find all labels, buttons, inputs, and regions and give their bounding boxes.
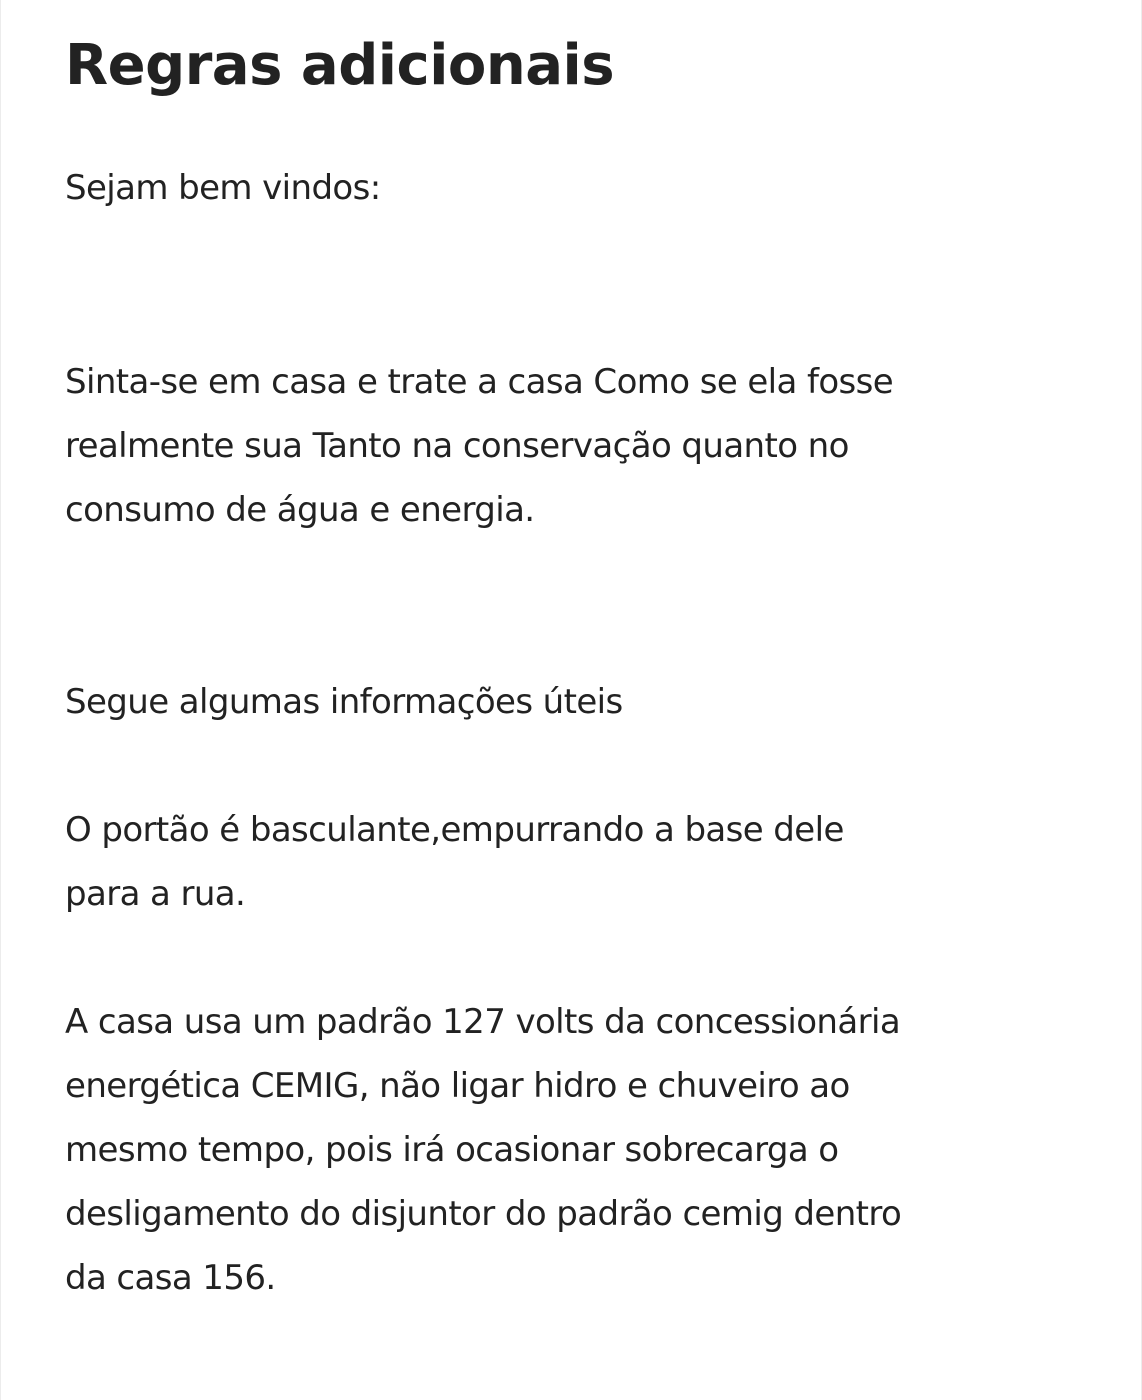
greeting-text: [65, 156, 381, 220]
page-title: Regras adicionais: [65, 33, 615, 98]
gate-line: para a rua.: [65, 874, 246, 914]
info-intro-text: [65, 670, 623, 734]
electricity-paragraph: [65, 990, 901, 1310]
electricity-line: A casa usa um padrão 127 volts da concessionária: [65, 1002, 901, 1042]
gate-paragraph: [65, 798, 844, 926]
home-care-line: Sinta-se em casa e trate a casa Como se ela fosse: [65, 362, 894, 402]
gate-line: O portão é basculante,empurrando a base dele: [65, 810, 844, 850]
home-care-paragraph: [65, 350, 893, 542]
home-care-line: realmente sua Tanto na conservação quanto no: [65, 426, 849, 466]
electricity-line: energética CEMIG, não ligar hidro e chuveiro ao: [65, 1066, 850, 1106]
home-care-line: consumo de água e energia.: [65, 490, 535, 530]
electricity-line: desligamento do disjuntor do padrão cemig dentro: [65, 1194, 902, 1234]
electricity-line: mesmo tempo, pois irá ocasionar sobrecarga o: [65, 1130, 839, 1170]
greeting-line: Sejam bem vindos:: [65, 168, 381, 208]
info-intro-line: Segue algumas informações úteis: [65, 682, 623, 722]
electricity-line: da casa 156.: [65, 1258, 276, 1298]
